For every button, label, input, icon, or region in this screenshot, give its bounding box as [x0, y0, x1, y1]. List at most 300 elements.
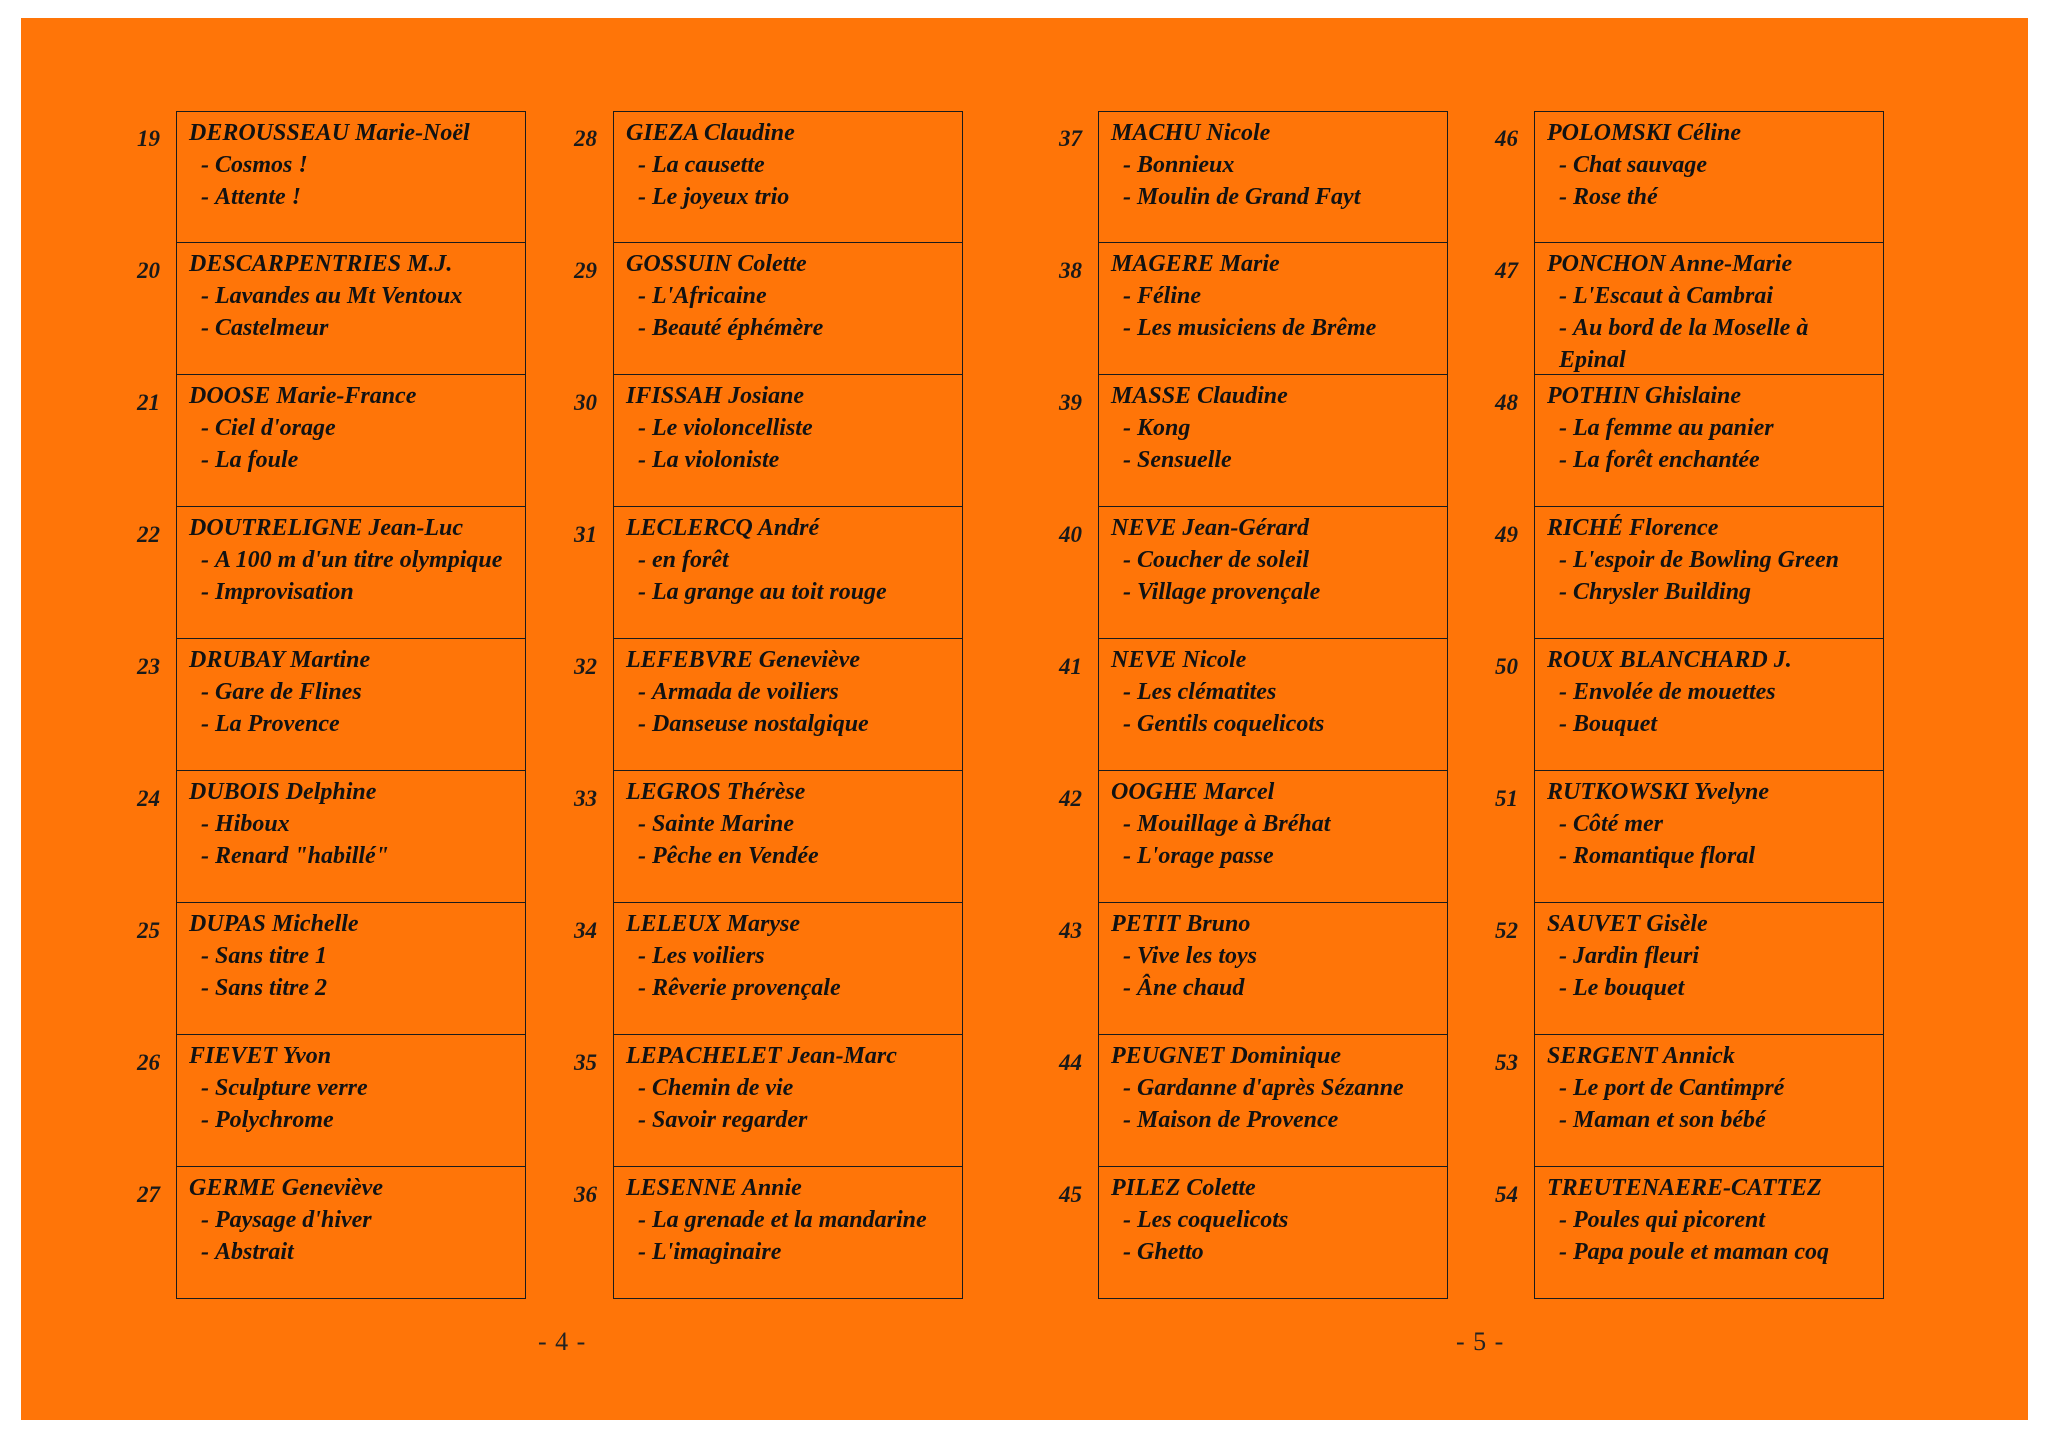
- entry-box: [613, 639, 963, 771]
- entry-box: [1534, 111, 1884, 243]
- artist-surname: ROUX BLANCHARD: [1547, 647, 1768, 673]
- entry-number: 51: [1495, 786, 1518, 811]
- entry-box: [176, 1167, 526, 1299]
- artist-firstname: Jean-Luc: [368, 515, 463, 541]
- artist-surname: MAGERE: [1111, 251, 1214, 277]
- artist-surname: SAUVET: [1547, 911, 1641, 937]
- work-title: - Renard "habillé": [201, 843, 389, 869]
- artist-surname: DOOSE: [189, 383, 271, 409]
- entry-number: 43: [1059, 918, 1082, 943]
- work-title: - Gardanne d'après Sézanne: [1123, 1075, 1404, 1101]
- entry-box: [613, 771, 963, 903]
- entry-number: 47: [1495, 258, 1518, 283]
- artist-firstname: Anne-Marie: [1670, 251, 1793, 277]
- entry-number: 19: [137, 126, 160, 151]
- works-list: [626, 676, 956, 740]
- work-title: - Lavandes au Mt Ventoux: [201, 283, 463, 309]
- works-list: [189, 280, 519, 344]
- works-list: [626, 1072, 956, 1136]
- entry-box: [613, 507, 963, 639]
- work-title: - Les coquelicots: [1123, 1207, 1289, 1233]
- catalogue-entry: [1035, 243, 1475, 375]
- entry-number: 35: [574, 1050, 597, 1075]
- catalogue-entry: [550, 903, 990, 1035]
- works-list: [189, 544, 519, 608]
- artist-name: [1111, 380, 1441, 412]
- work-title: - Abstrait: [201, 1239, 294, 1265]
- work-title: - L'imaginaire: [638, 1239, 782, 1265]
- work-title: - Gentils coquelicots: [1123, 711, 1325, 737]
- artist-firstname: Annick: [1662, 1043, 1735, 1069]
- artist-surname: LEGROS: [626, 779, 721, 805]
- artist-surname: PETIT: [1111, 911, 1181, 937]
- entry-box: [1534, 375, 1884, 507]
- catalogue-sheet: [21, 18, 2028, 1420]
- artist-name: [1547, 1172, 1877, 1204]
- catalogue-entry: [1035, 375, 1475, 507]
- entry-number: 26: [137, 1050, 160, 1075]
- works-list: [1547, 1072, 1877, 1136]
- work-title: - Hiboux: [201, 811, 290, 837]
- entry-number: 22: [137, 522, 160, 547]
- artist-surname: SERGENT: [1547, 1043, 1658, 1069]
- catalogue-entry: [113, 771, 553, 903]
- artist-name: [189, 117, 519, 149]
- catalogue-entry: [113, 111, 553, 243]
- artist-surname: LESENNE: [626, 1175, 737, 1201]
- entry-box: [613, 375, 963, 507]
- work-title: - Les musiciens de Brême: [1123, 315, 1377, 341]
- work-title: - Le port de Cantimpré: [1559, 1075, 1785, 1101]
- artist-firstname: Yvelyne: [1693, 779, 1770, 805]
- artist-firstname: Dominique: [1230, 1043, 1342, 1069]
- artist-surname: DUBOIS: [189, 779, 280, 805]
- artist-name: [626, 644, 956, 676]
- entry-number: 21: [137, 390, 160, 415]
- catalogue-entry: [113, 507, 553, 639]
- artist-surname: POTHIN: [1547, 383, 1639, 409]
- works-list: [1547, 412, 1877, 476]
- works-list: [1111, 280, 1441, 344]
- artist-name: [626, 380, 956, 412]
- entry-box: [1098, 903, 1448, 1035]
- artist-firstname: Maryse: [726, 911, 801, 937]
- page-number-right: - 5 -: [1456, 1327, 1505, 1356]
- artist-surname: GOSSUIN: [626, 251, 732, 277]
- entry-box: [613, 903, 963, 1035]
- work-title: - Maison de Provence: [1123, 1107, 1339, 1133]
- artist-firstname: Michelle: [271, 911, 359, 937]
- artist-firstname: Colette: [737, 251, 807, 277]
- work-title: - Les voiliers: [638, 943, 765, 969]
- work-title: - Au bord de la Moselle à Epinal: [1559, 315, 1809, 373]
- artist-name: [1547, 512, 1877, 544]
- entry-box: [176, 111, 526, 243]
- entry-number: 28: [574, 126, 597, 151]
- artist-name: [626, 1172, 956, 1204]
- works-list: [1547, 149, 1877, 213]
- artist-surname: GIEZA: [626, 120, 699, 146]
- catalogue-entry: [550, 507, 990, 639]
- entry-number: 38: [1059, 258, 1082, 283]
- artist-firstname: M.J.: [407, 251, 453, 277]
- works-list: [626, 412, 956, 476]
- artist-firstname: Céline: [1677, 120, 1742, 146]
- works-list: [189, 940, 519, 1004]
- catalogue-entry: [1471, 111, 1911, 243]
- entry-box: [613, 1035, 963, 1167]
- artist-surname: LECLERCQ: [626, 515, 753, 541]
- work-title: - La grange au toit rouge: [638, 579, 887, 605]
- work-title: - Coucher de soleil: [1123, 547, 1309, 573]
- catalogue-entry: [1035, 639, 1475, 771]
- entry-number: 40: [1059, 522, 1082, 547]
- works-list: [189, 1072, 519, 1136]
- catalogue-entry: [113, 903, 553, 1035]
- work-title: - Mouillage à Bréhat: [1123, 811, 1331, 837]
- entry-box: [176, 243, 526, 375]
- entry-box: [1098, 111, 1448, 243]
- artist-name: [1111, 776, 1441, 808]
- work-title: - L'espoir de Bowling Green: [1559, 547, 1840, 573]
- entry-number: 37: [1059, 126, 1082, 151]
- artist-name: [189, 1172, 519, 1204]
- works-list: [1547, 280, 1877, 376]
- artist-name: [626, 117, 956, 149]
- entry-box: [176, 903, 526, 1035]
- works-list: [626, 1204, 956, 1268]
- entry-box: [1534, 903, 1884, 1035]
- column-2: [550, 111, 990, 1299]
- works-list: [189, 149, 519, 213]
- artist-firstname: Marie-France: [276, 383, 417, 409]
- work-title: - Envolée de mouettes: [1559, 679, 1776, 705]
- work-title: - L'orage passe: [1123, 843, 1274, 869]
- works-list: [189, 676, 519, 740]
- entry-box: [1534, 639, 1884, 771]
- entry-number: 30: [574, 390, 597, 415]
- work-title: - A 100 m d'un titre olympique: [201, 547, 503, 573]
- work-title: - La femme au panier: [1559, 415, 1774, 441]
- artist-surname: DOUTRELIGNE: [189, 515, 363, 541]
- catalogue-entry: [550, 375, 990, 507]
- artist-name: [626, 1040, 956, 1072]
- artist-firstname: Jean-Gérard: [1182, 515, 1310, 541]
- work-title: - Âne chaud: [1123, 975, 1245, 1001]
- artist-name: [1111, 512, 1441, 544]
- artist-firstname: Claudine: [1197, 383, 1288, 409]
- artist-surname: DESCARPENTRIES: [189, 251, 402, 277]
- work-title: - Bouquet: [1559, 711, 1658, 737]
- catalogue-entry: [1471, 243, 1911, 375]
- catalogue-entry: [1471, 771, 1911, 903]
- artist-surname: LEFEBVRE: [626, 647, 753, 673]
- artist-name: [1547, 1040, 1877, 1072]
- entry-box: [176, 1035, 526, 1167]
- entry-number: 50: [1495, 654, 1518, 679]
- works-list: [1111, 149, 1441, 213]
- artist-firstname: André: [757, 515, 820, 541]
- catalogue-entry: [113, 1035, 553, 1167]
- work-title: - Village provençale: [1123, 579, 1321, 605]
- catalogue-entry: [1471, 903, 1911, 1035]
- catalogue-entry: [1471, 1035, 1911, 1167]
- catalogue-entry: [1035, 507, 1475, 639]
- works-list: [1547, 940, 1877, 1004]
- artist-firstname: Josiane: [728, 383, 805, 409]
- work-title: - Polychrome: [201, 1107, 334, 1133]
- work-title: - Le joyeux trio: [638, 184, 790, 210]
- work-title: - Les clématites: [1123, 679, 1277, 705]
- entry-box: [1534, 1167, 1884, 1299]
- artist-surname: PILEZ: [1111, 1175, 1181, 1201]
- entry-box: [1534, 771, 1884, 903]
- work-title: - Jardin fleuri: [1559, 943, 1700, 969]
- page-number-left: - 4 -: [538, 1327, 587, 1356]
- artist-firstname: Geneviève: [758, 647, 860, 673]
- works-list: [1111, 412, 1441, 476]
- catalogue-entry: [550, 771, 990, 903]
- entry-number: 34: [574, 918, 597, 943]
- artist-surname: PONCHON: [1547, 251, 1666, 277]
- artist-name: [189, 380, 519, 412]
- work-title: - Vive les toys: [1123, 943, 1257, 969]
- artist-surname: DUPAS: [189, 911, 266, 937]
- catalogue-entry: [1471, 375, 1911, 507]
- entry-box: [1098, 375, 1448, 507]
- work-title: - La causette: [638, 152, 765, 178]
- artist-name: [189, 644, 519, 676]
- entry-number: 41: [1059, 654, 1082, 679]
- entry-number: 32: [574, 654, 597, 679]
- entry-box: [1098, 243, 1448, 375]
- work-title: - Sans titre 2: [201, 975, 328, 1001]
- entry-number: 33: [574, 786, 597, 811]
- work-title: - Romantique floral: [1559, 843, 1756, 869]
- artist-firstname: Gisèle: [1646, 911, 1708, 937]
- entry-number: 52: [1495, 918, 1518, 943]
- artist-surname: RUTKOWSKI: [1547, 779, 1689, 805]
- works-list: [1111, 544, 1441, 608]
- artist-firstname: Marie-Noël: [355, 120, 470, 146]
- entry-number: 24: [137, 786, 160, 811]
- artist-name: [1547, 644, 1877, 676]
- artist-name: [1111, 1172, 1441, 1204]
- artist-name: [189, 908, 519, 940]
- artist-surname: MACHU: [1111, 120, 1201, 146]
- column-3: [1035, 111, 1475, 1299]
- artist-surname: PEUGNET: [1111, 1043, 1225, 1069]
- works-list: [626, 280, 956, 344]
- entry-number: 39: [1059, 390, 1082, 415]
- entry-number: 36: [574, 1182, 597, 1207]
- work-title: - Rêverie provençale: [638, 975, 841, 1001]
- work-title: - Danseuse nostalgique: [638, 711, 869, 737]
- work-title: - Chemin de vie: [638, 1075, 794, 1101]
- entry-box: [176, 639, 526, 771]
- artist-firstname: Marcel: [1203, 779, 1275, 805]
- artist-name: [1547, 908, 1877, 940]
- entry-number: 31: [574, 522, 597, 547]
- catalogue-entry: [1035, 1167, 1475, 1299]
- entry-box: [1534, 1035, 1884, 1167]
- works-list: [1111, 808, 1441, 872]
- column-4: [1471, 111, 1911, 1299]
- artist-firstname: Geneviève: [281, 1175, 383, 1201]
- works-list: [1111, 1072, 1441, 1136]
- artist-name: [626, 776, 956, 808]
- artist-firstname: J.: [1773, 647, 1792, 673]
- artist-surname: RICHÉ: [1547, 515, 1624, 541]
- artist-name: [626, 908, 956, 940]
- work-title: - Chrysler Building: [1559, 579, 1752, 605]
- artist-surname: LEPACHELET: [626, 1043, 782, 1069]
- artist-name: [189, 1040, 519, 1072]
- work-title: - Féline: [1123, 283, 1201, 309]
- entry-box: [613, 1167, 963, 1299]
- catalogue-entry: [1471, 1167, 1911, 1299]
- artist-firstname: Yvon: [282, 1043, 332, 1069]
- catalogue-entry: [550, 111, 990, 243]
- entry-number: 54: [1495, 1182, 1518, 1207]
- work-title: - en forêt: [638, 547, 729, 573]
- work-title: - Improvisation: [201, 579, 354, 605]
- catalogue-entry: [1035, 903, 1475, 1035]
- artist-name: [1111, 908, 1441, 940]
- catalogue-entry: [550, 243, 990, 375]
- artist-firstname: Thérèse: [726, 779, 806, 805]
- works-list: [1547, 544, 1877, 608]
- work-title: - La forêt enchantée: [1559, 447, 1760, 473]
- entry-box: [1534, 507, 1884, 639]
- entry-box: [1534, 243, 1884, 375]
- catalogue-entry: [1471, 507, 1911, 639]
- work-title: - Beauté éphémère: [638, 315, 824, 341]
- column-1: [113, 111, 553, 1299]
- artist-surname: TREUTENAERE-CATTEZ: [1547, 1175, 1822, 1201]
- artist-name: [626, 248, 956, 280]
- entry-number: 44: [1059, 1050, 1082, 1075]
- artist-firstname: Nicole: [1182, 647, 1247, 673]
- work-title: - Côté mer: [1559, 811, 1663, 837]
- work-title: - Sculpture verre: [201, 1075, 368, 1101]
- catalogue-entry: [550, 1167, 990, 1299]
- artist-name: [189, 776, 519, 808]
- works-list: [626, 808, 956, 872]
- work-title: - Ciel d'orage: [201, 415, 336, 441]
- entry-number: 48: [1495, 390, 1518, 415]
- work-title: - La foule: [201, 447, 299, 473]
- artist-surname: DEROUSSEAU: [189, 120, 350, 146]
- work-title: - La Provence: [201, 711, 340, 737]
- work-title: - Poules qui picorent: [1559, 1207, 1766, 1233]
- work-title: - Kong: [1123, 415, 1191, 441]
- artist-surname: NEVE: [1111, 647, 1177, 673]
- works-list: [1111, 676, 1441, 740]
- works-list: [1547, 808, 1877, 872]
- work-title: - Savoir regarder: [638, 1107, 808, 1133]
- entry-number: 49: [1495, 522, 1518, 547]
- works-list: [626, 544, 956, 608]
- artist-surname: GERME: [189, 1175, 276, 1201]
- work-title: - Rose thé: [1559, 184, 1658, 210]
- artist-firstname: Jean-Marc: [787, 1043, 897, 1069]
- entry-number: 25: [137, 918, 160, 943]
- entry-box: [1098, 1035, 1448, 1167]
- entry-box: [176, 771, 526, 903]
- artist-surname: DRUBAY: [189, 647, 285, 673]
- artist-name: [1547, 776, 1877, 808]
- entry-number: 45: [1059, 1182, 1082, 1207]
- artist-surname: NEVE: [1111, 515, 1177, 541]
- catalogue-entry: [113, 243, 553, 375]
- artist-firstname: Claudine: [704, 120, 795, 146]
- entry-number: 23: [137, 654, 160, 679]
- entry-box: [1098, 639, 1448, 771]
- artist-firstname: Nicole: [1206, 120, 1271, 146]
- works-list: [1111, 940, 1441, 1004]
- work-title: - L'Africaine: [638, 283, 767, 309]
- artist-firstname: Colette: [1186, 1175, 1256, 1201]
- catalogue-entry: [1035, 1035, 1475, 1167]
- catalogue-entry: [550, 639, 990, 771]
- entry-box: [176, 507, 526, 639]
- work-title: - La grenade et la mandarine: [638, 1207, 927, 1233]
- entry-box: [1098, 771, 1448, 903]
- artist-name: [1111, 644, 1441, 676]
- work-title: - Le bouquet: [1559, 975, 1685, 1001]
- work-title: - Paysage d'hiver: [201, 1207, 372, 1233]
- entry-box: [613, 111, 963, 243]
- entry-box: [1098, 507, 1448, 639]
- catalogue-entry: [113, 639, 553, 771]
- work-title: - Sans titre 1: [201, 943, 328, 969]
- work-title: - Cosmos !: [201, 152, 308, 178]
- artist-surname: FIEVET: [189, 1043, 278, 1069]
- artist-name: [1547, 248, 1877, 280]
- works-list: [189, 808, 519, 872]
- artist-name: [189, 248, 519, 280]
- artist-firstname: Delphine: [285, 779, 377, 805]
- work-title: - Attente !: [201, 184, 302, 210]
- artist-firstname: Martine: [290, 647, 371, 673]
- artist-name: [1547, 380, 1877, 412]
- artist-firstname: Annie: [741, 1175, 802, 1201]
- artist-name: [626, 512, 956, 544]
- works-list: [1547, 1204, 1877, 1268]
- works-list: [189, 1204, 519, 1268]
- catalogue-entry: [1471, 639, 1911, 771]
- artist-firstname: Florence: [1629, 515, 1719, 541]
- catalogue-entry: [1035, 771, 1475, 903]
- entry-box: [1098, 1167, 1448, 1299]
- entry-number: 27: [137, 1182, 160, 1207]
- work-title: - Pêche en Vendée: [638, 843, 819, 869]
- artist-name: [1111, 248, 1441, 280]
- entry-box: [176, 375, 526, 507]
- catalogue-entry: [1035, 111, 1475, 243]
- artist-firstname: Marie: [1219, 251, 1280, 277]
- work-title: - Ghetto: [1123, 1239, 1204, 1265]
- entry-number: 20: [137, 258, 160, 283]
- work-title: - Bonnieux: [1123, 152, 1235, 178]
- work-title: - Le violoncelliste: [638, 415, 813, 441]
- work-title: - Sensuelle: [1123, 447, 1232, 473]
- work-title: - La violoniste: [638, 447, 780, 473]
- entry-number: 42: [1059, 786, 1082, 811]
- works-list: [626, 149, 956, 213]
- artist-name: [1111, 117, 1441, 149]
